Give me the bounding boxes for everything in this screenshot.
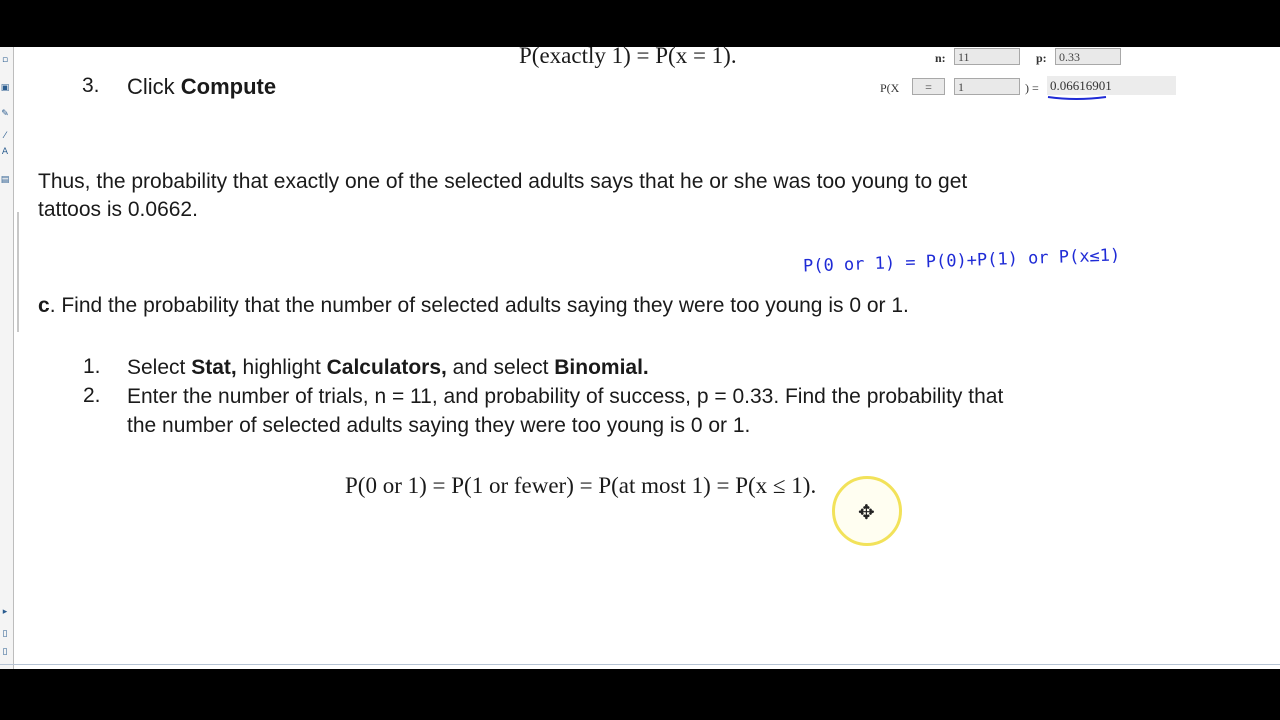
step1-text [127,354,649,382]
compute-keyword: Compute [180,74,277,99]
conclusion-line2: tattoos is 0.0662. [38,198,198,221]
handwritten-annotation: P(0 or 1) = P(0)+P(1) or P(x≤1) [802,245,1121,277]
toolbar-page2-icon[interactable]: ▯ [2,647,8,657]
result-value: 0.06616901 [1047,76,1176,95]
step3-prefix: Click [127,74,181,99]
stat-keyword: Stat, [191,356,237,379]
move-cursor-icon: ✥ [858,500,875,524]
document-page [0,47,1280,669]
step2-line2: the number of selected adults saying they were too young is 0 or 1. [127,414,751,437]
operator-select[interactable]: = [912,78,945,95]
result-underline-mark [1046,94,1110,102]
binomial-keyword: Binomial. [554,356,649,379]
toolbar-pen-icon[interactable]: ✎ [1,109,9,119]
annotation-toolbar [0,47,14,669]
toolbar-shape-icon[interactable]: ▤ [0,175,10,185]
calculators-keyword: Calculators, [326,356,447,379]
prob-prefix: P(X [880,81,900,95]
part-c-text: . Find the probability that the number of selected adults saying they were too young is 0 or 1. [49,294,909,317]
step3-number: 3. [82,74,100,97]
toolbar-select-icon[interactable]: ▫ [1,55,9,65]
part-c-question [38,292,909,320]
step1-part: highlight [236,356,327,379]
n-input[interactable]: 11 [954,48,1020,65]
toolbar-page-icon[interactable]: ▯ [2,629,8,639]
step2-number: 2. [83,384,101,407]
p-label: p: [1036,51,1047,65]
margin-rule [17,212,19,332]
step3-text [127,73,276,101]
n-label: n: [935,51,946,65]
x-input[interactable]: 1 [954,78,1020,95]
prob-suffix: ) = [1025,81,1039,95]
formula-exactly-one: P(exactly 1) = P(x = 1). [519,47,737,68]
p-input[interactable]: 0.33 [1055,48,1121,65]
step1-number: 1. [83,355,101,378]
toolbar-arrow-icon[interactable]: ▸ [2,607,8,617]
step1-part: and select [446,356,555,379]
page-bottom-border [0,664,1280,665]
toolbar-image-icon[interactable]: ▣ [0,83,10,93]
conclusion-line1: Thus, the probability that exactly one of the selected adults says that he or she was too young to get [38,170,968,193]
formula-zero-or-one: P(0 or 1) = P(1 or fewer) = P(at most 1) = P(x ≤ 1). [345,473,817,498]
toolbar-text-icon[interactable]: A [1,147,9,157]
step2-line1: Enter the number of trials, n = 11, and probability of success, p = 0.33. Find the probability that [127,385,1004,408]
part-c-label: c [38,294,50,317]
step1-part: Select [127,356,192,379]
toolbar-highlight-icon[interactable]: ⁄ [4,131,6,141]
